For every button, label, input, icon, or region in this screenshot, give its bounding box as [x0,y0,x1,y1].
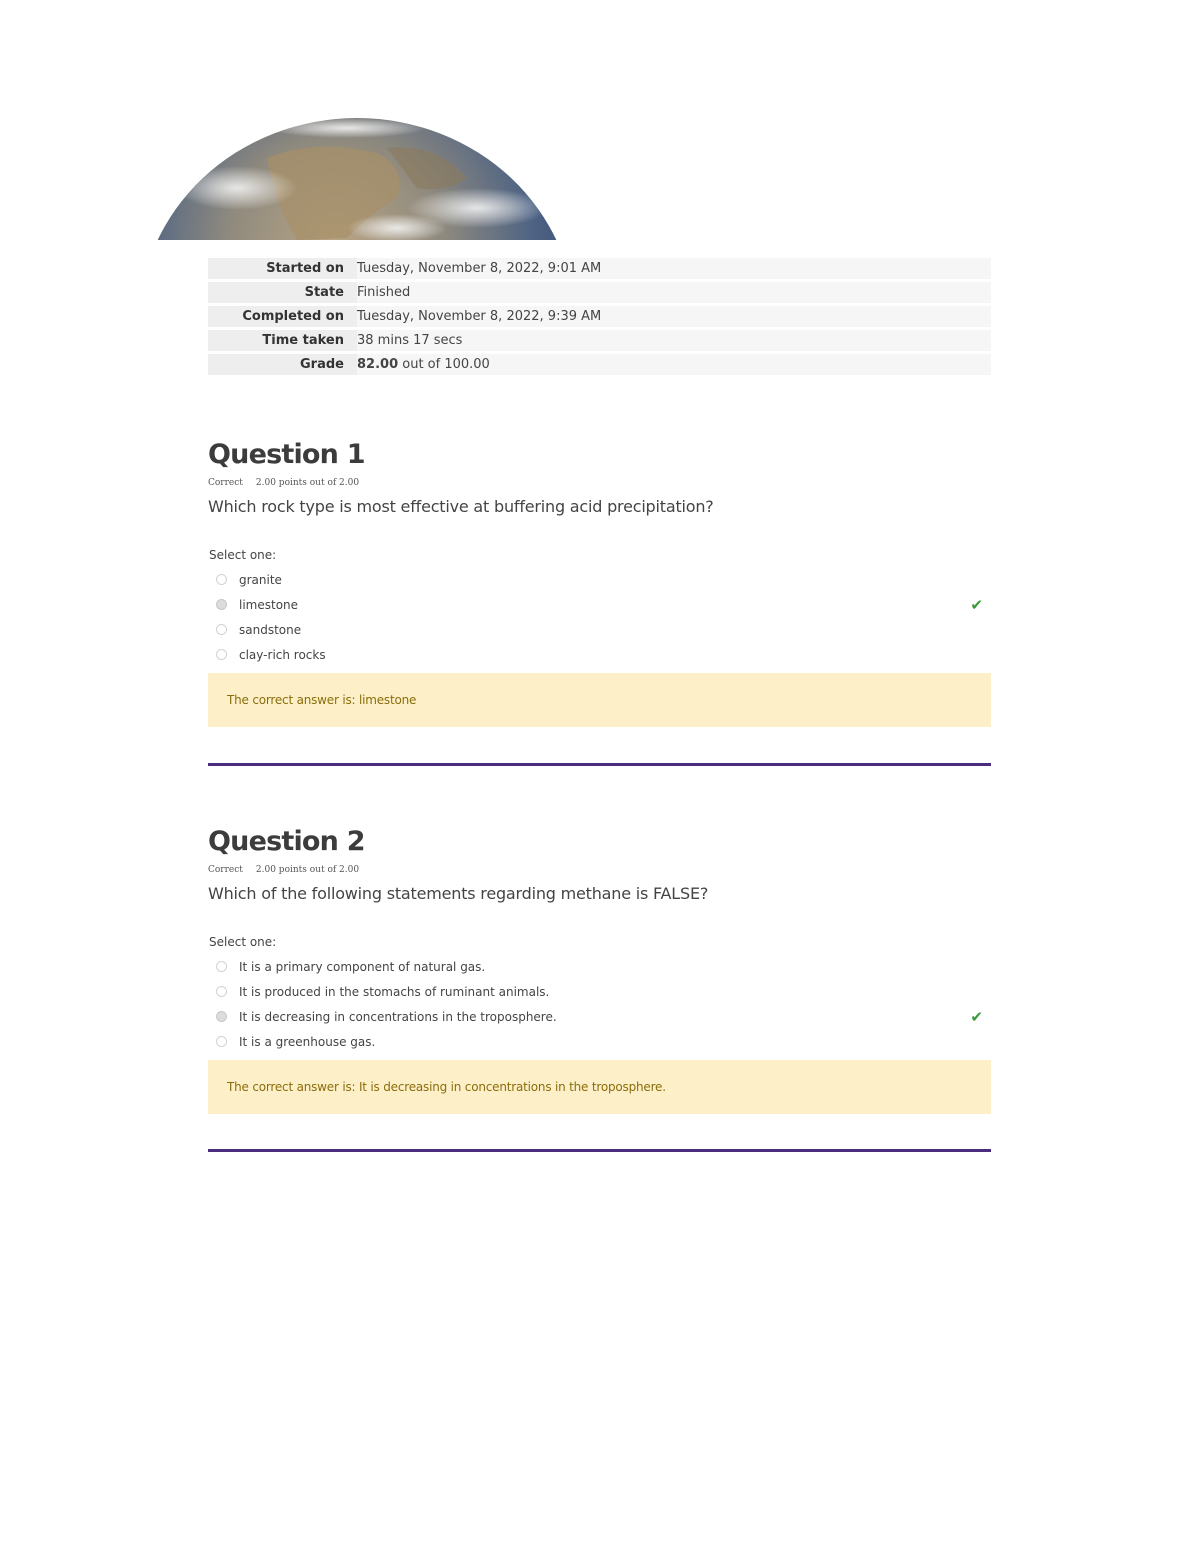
question-status: Correct [208,865,243,875]
radio-button[interactable] [216,649,227,660]
summary-row-time-taken [208,330,991,351]
check-icon: ✔ [970,1007,983,1026]
question-points: 2.00 points out of 2.00 [255,478,360,488]
radio-button[interactable] [216,961,227,972]
summary-label: Time taken [208,330,357,351]
answer-option[interactable] [208,642,991,667]
answer-label: clay-rich rocks [239,647,326,662]
radio-button[interactable] [216,574,227,585]
question-info [208,865,991,877]
question-1 [208,438,991,727]
answer-label: sandstone [239,622,302,637]
question-text: Which rock type is most effective at buffering acid precipitation? [208,497,714,516]
summary-label: State [208,282,357,303]
question-2 [208,825,991,1114]
question-title: Question 1 [208,439,365,470]
summary-label: Completed on [208,306,357,327]
answer-label: It is decreasing in concentrations in the troposphere. [239,1009,557,1024]
question-divider [208,763,991,766]
summary-row-grade [208,354,991,375]
summary-value: Tuesday, November 8, 2022, 9:39 AM [357,306,991,327]
summary-value: Finished [357,282,991,303]
summary-value [357,354,991,375]
summary-row-completed [208,306,991,327]
header-banner [147,118,568,240]
answer-label: It is a greenhouse gas. [239,1034,376,1049]
question-points: 2.00 points out of 2.00 [255,865,360,875]
answer-option-selected[interactable] [208,1004,991,1029]
summary-value: 38 mins 17 secs [357,330,991,351]
answer-options [208,954,991,1054]
answer-options [208,567,991,667]
answer-option[interactable] [208,1029,991,1054]
answer-label: It is a primary component of natural gas. [239,959,486,974]
correct-answer-feedback: The correct answer is: limestone [208,673,991,727]
answer-option-selected[interactable] [208,592,991,617]
answer-label: limestone [239,597,299,612]
attempt-summary-table [208,255,991,378]
answer-option[interactable] [208,954,991,979]
question-text: Which of the following statements regarding methane is FALSE? [208,884,709,903]
select-one-prompt: Select one: [209,935,277,949]
radio-button[interactable] [216,1036,227,1047]
correct-answer-feedback: The correct answer is: It is decreasing in concentrations in the troposphere. [208,1060,991,1114]
select-one-prompt: Select one: [209,548,277,562]
summary-value: Tuesday, November 8, 2022, 9:01 AM [357,258,991,279]
summary-row-state [208,282,991,303]
radio-button[interactable] [216,624,227,635]
answer-option[interactable] [208,567,991,592]
question-status: Correct [208,478,243,488]
answer-option[interactable] [208,979,991,1004]
answer-label: granite [239,572,282,587]
question-info [208,478,991,490]
radio-button[interactable] [216,986,227,997]
radio-button-selected[interactable] [216,1011,227,1022]
question-divider [208,1149,991,1152]
question-title: Question 2 [208,826,365,857]
grade-out-of: out of 100.00 [398,357,490,372]
summary-label: Grade [208,354,357,375]
answer-label: It is produced in the stomachs of ruminant animals. [239,984,550,999]
earth-image [147,118,568,240]
radio-button-selected[interactable] [216,599,227,610]
summary-label: Started on [208,258,357,279]
grade-score: 82.00 [357,357,399,372]
summary-row-started [208,258,991,279]
answer-option[interactable] [208,617,991,642]
check-icon: ✔ [970,595,983,614]
